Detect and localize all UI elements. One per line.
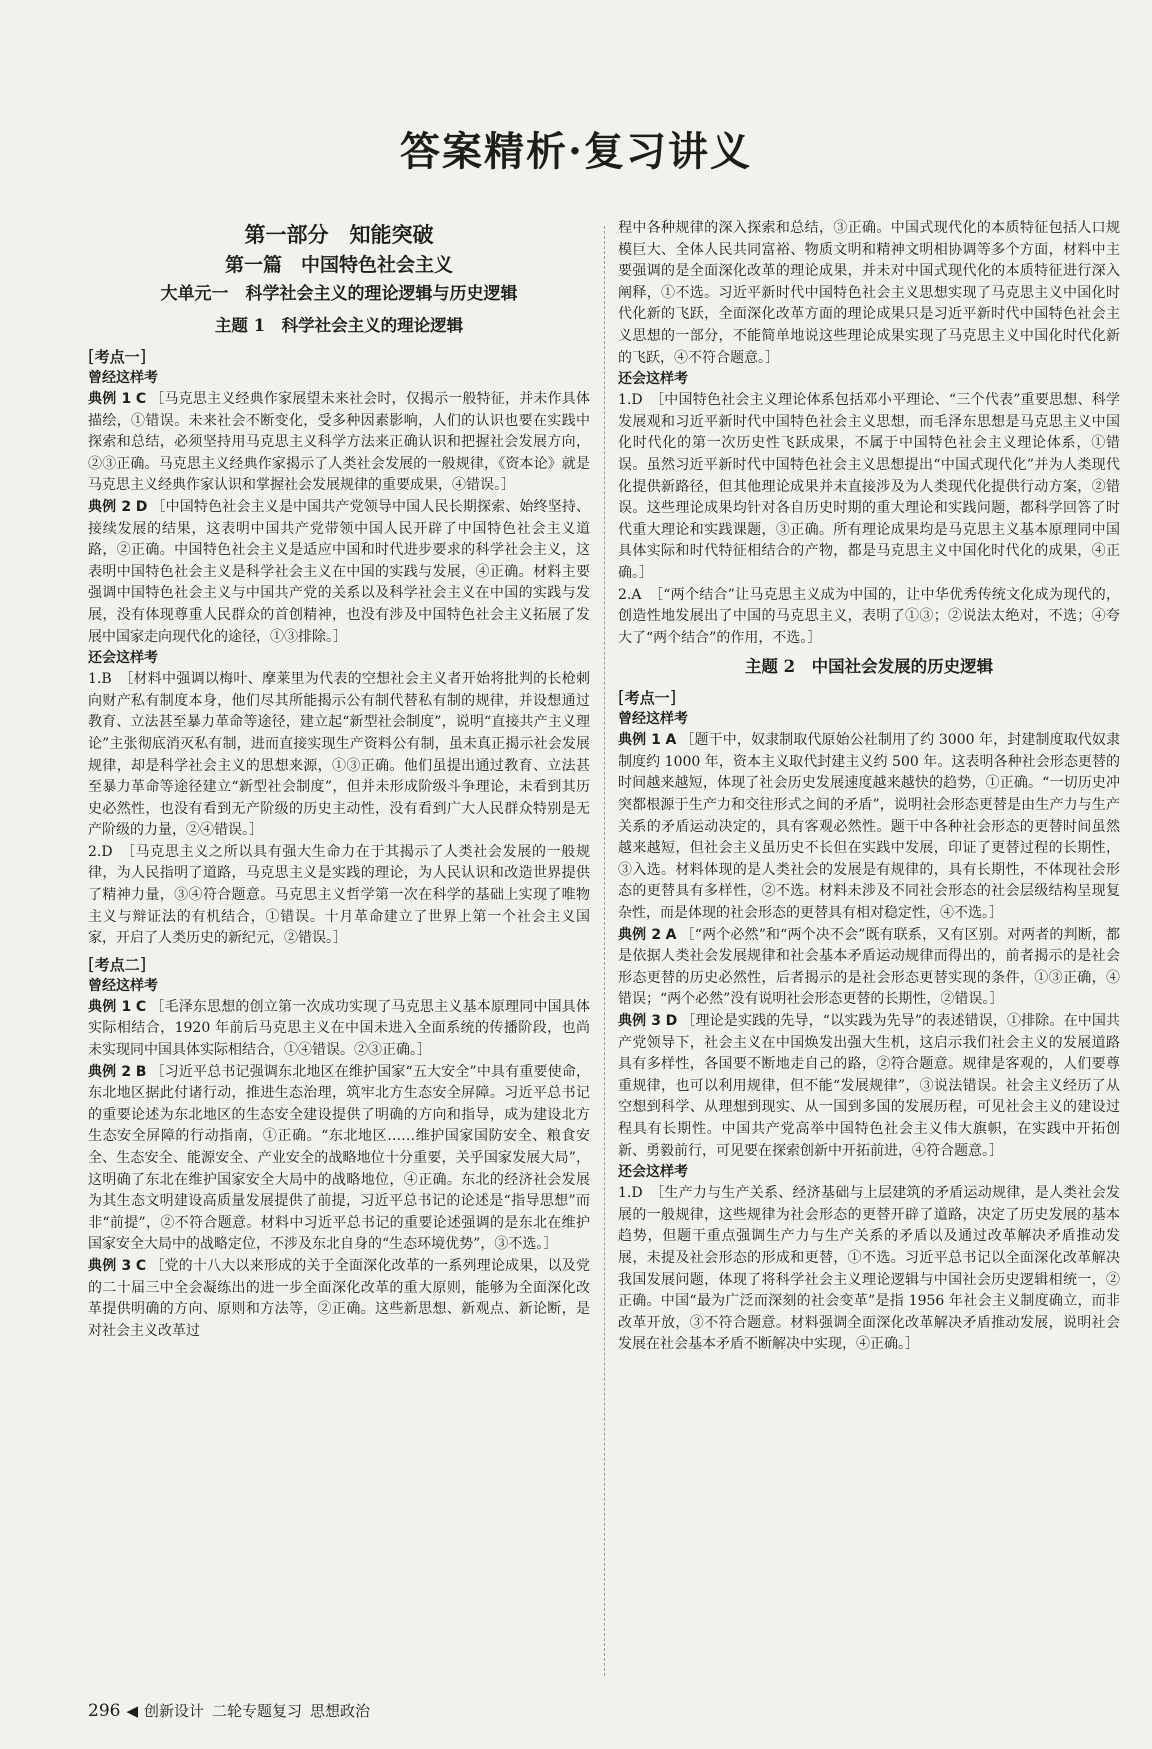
continued-text: 程中各种规律的深入探索和总结，③正确。中国式现代化的本质特征包括人口规模巨大、全体人民共同富裕、物质文明和精神文明相协调等多个方面，材料中主要强调的是全面深化改革的理论成果，并未对中国式现代化的本质特征进行深入阐释，①不选。习近平新时代中国特色社会主义思想实现了马克思主义中国化时代化新的飞跃，全面深化改革方面的理论成果只是习近平新时代中国特色社会主义思想的一部分，不能简单地说这些理论成果实现了马克思主义中国化时代化新的飞跃，④不符合题意。］ [618,220,1120,366]
example-item: 典例 1 C ［马克思主义经典作家展望未来社会时，仅揭示一般特征，并未作具体描绘，①错误。未来社会不断变化，受多种因素影响，人们的认识也要在实践中探索和总结，必须坚持用马克思主义科学方法来正确认识和把握社会发展方向，②③正确。马克思主义经典作家揭示了人类社会发展的一般规律，《资本论》就是马克思主义经典作家认识和掌握社会发展规律的重要成果，④错误。］ [88,391,590,494]
example-item: 典例 3 C ［党的十八大以来形成的关于全面深化改革的一系列理论成果，以及党的二十届三中全会凝练出的进一步全面深化改革的重大原则，能够为全面深化改革提供明确的方向、原则和方法等，②正确。这些新思想、新观点、新论断，是对社会主义改革过 [88,1257,590,1339]
example-item: 典例 2 D ［中国特色社会主义是中国共产党领导中国人民长期探索、始终坚持、接续发展的结果，这表明中国共产党带领中国人民开辟了中国特色社会主义道路，②正确。中国特色社会主义是适应中国和时代进步要求的科学社会主义，这表明中国特色社会主义是科学社会主义在中国的实践与发展，④正确。材料主要强调中国特色社会主义与中国共产党的关系以及科学社会主义在中国的实践与发展，没有体现尊重人民群众的首创精神，也没有涉及中国特色社会主义拓展了发展中国家走向现代化的途径，①③排除。］ [88,498,591,645]
left-column [88,218,590,1342]
question-item: 2.A ［“两个结合”让马克思主义成为中国的，让中华优秀传统文化成为现代的，创造性地发展出了中国的马克思主义，表明了①③；②说法太绝对，不选；④夸大了“两个结合”的作用，不选。］ [618,586,1120,646]
arrow-left-icon: ◀ [126,1702,138,1720]
example-item: 典例 1 A ［题干中，奴隶制取代原始公社制用了约 3000 年，封建制度取代奴隶制度约 1000 年，资本主义取代封建主义约 500 年。这表明各种社会形态更替的时间越来越短，体现了社会历史发展速度越来越快的趋势，①正确。“一切历史冲突都根源于生产力和交往形式之间的矛盾”，说明社会形态更替是由生产力与生产关系的矛盾运动决定的，具有客观必然性。题干中各种社会形态的更替时间虽然越来越短，但社会主义虽历史不长但在实践中发展，印证了更替过程的长期性，③入选。材料体现的是人类社会的发展是有规律的，具有长期性，不体现社会形态的更替具有多样性，②不选。材料未涉及不同社会形态的社会层级结构呈现复杂性，而是体现的社会形态的更替具有相对稳定性，④不选。］ [618,732,1121,922]
unit-heading: 大单元一 科学社会主义的理论逻辑与历史逻辑 [160,284,518,304]
example-item: 典例 1 C ［毛泽东思想的创立第一次成功实现了马克思主义基本原理同中国具体实际相结合，1920 年前后马克思主义在中国未进入全面系统的传播阶段，也尚未实现同中国具体实际相结合，①④错误。②③正确。］ [88,998,590,1059]
book-name: 创新设计 [144,1702,205,1720]
example-item: 典例 3 D ［理论是实践的先导，“以实践为先导”的表述错误，①排除。在中国共产党领导下，社会主义在中国焕发出强大生机，这启示我们社会主义的发展道路具有多样性，各国要不断地走自己的路，②符合题意。规律是客观的，人们要尊重规律，也可以利用规律，但不能“发展规律”，③说法错误。社会主义经历了从空想到科学、从理想到现实、从一国到多国的发展历程，可见社会主义的建设过程具有长期性。中国共产党高举中国特色社会主义伟大旗帜，在实践中开拓创新、勇毅前行，可见要在探索创新中开拓前进，④符合题意。］ [618,1013,1120,1159]
example-item: 典例 2 B ［习近平总书记强调东北地区在维护国家“五大安全”中具有重要使命，东北地区据此付诸行动，推进生态治理，筑牢北方生态安全屏障。习近平总书记的重要论述为东北地区的生态安全建设提供了明确的方向和指导，成为建设北方生态安全屏障的行动指南，①正确。“东北地区……维护国家国防安全、粮食安全、生态安全、能源安全、产业安全的战略地位十分重要，关乎国家发展大局”，这明确了东北在维护国家安全大局中的战略地位，④正确。东北的经济社会发展为其生态文明建设高质量发展提供了前提，习近平总书记的论述是“指导思想”而非“前提”，②不符合题意。材料中习近平总书记的重要论述强调的是东北在维护国家安全大局中的战略定位，不涉及东北自身的“生态环境优势”，③不选。］ [88,1063,590,1253]
question-item: 1.B ［材料中强调以梅叶、摩莱里为代表的空想社会主义者开始将批判的长枪刺向财产私有制度本身，他们尽其所能揭示公有制代替私有制的规律，并设想通过教育、立法甚至暴力革命等途径，建立起“新型社会制度”，说明“直接共产主义理论”主张彻底消灭私有制，进而直接实现生产资料公有制，虽未真正揭示社会发展规律，却是科学社会主义的思想来源，①③正确。他们虽提出通过教育、立法甚至暴力革命等途径建立“新型社会制度”，但并未形成阶级斗争理论，未看到其历史必然性，也没有看到无产阶级的历史主动性，没有看到广大人民群众特别是无产阶级的力量，②④错误。］ [88,671,590,839]
topic-heading: 主题 2 中国社会发展的历史逻辑 [744,657,994,677]
series-name: 二轮专题复习 [212,1702,303,1720]
column-divider [604,226,605,1676]
section-past: 曾经这样考 [88,977,158,994]
pian-heading: 第一篇 中国特色社会主义 [224,254,453,276]
topic-heading: 主题 1 科学社会主义的理论逻辑 [214,316,464,335]
section-now: 还会这样考 [618,1164,688,1181]
example-item: 典例 2 A ［“两个必然”和“两个决不会”既有联系，又有区别。对两者的判断，都是依据人类社会发展规律和社会基本矛盾运动规律而得出的，前者揭示的是社会形态更替的历史必然性，后者揭示的是社会形态更替实现的条件，①③正确，④错误；“两个必然”没有说明社会形态更替的长期性，②错误。］ [618,926,1120,1008]
question-item: 1.D ［生产力与生产关系、经济基础与上层建筑的矛盾运动规律，是人类社会发展的一般规律，这些规律为社会形态的更替开辟了道路，决定了历史发展的基本趋势，但题干重点强调生产力与生产关系的矛盾以及通过改革解决矛盾推动发展，未提及社会形态的形成和更替，①不选。习近平总书记以全面深化改革解决我国发展问题，体现了将科学社会主义理论逻辑与中国社会历史逻辑相统一，②正确。中国“最为广泛而深刻的社会变革”是指 1956 年社会主义制度确立，而非改革开放，③不符合题意。材料强调全面深化改革解决矛盾推动发展，说明社会发展在社会基本矛盾不断解决中实现，④正确。］ [618,1185,1120,1353]
section-now: 还会这样考 [618,371,688,388]
question-item: 1.D ［中国特色社会主义理论体系包括邓小平理论、“三个代表”重要思想、科学发展观和习近平新时代中国特色社会主义思想，而毛泽东思想是马克思主义中国化时代化的第一次历史性飞跃成果，不属于中国特色社会主义理论体系，①错误。虽然习近平新时代中国特色社会主义思想提出“中国式现代化”并为人类现代化提供新路径，但其他理论成果并未直接涉及为人类现代化提供行动方案，②错误。这些理论成果均针对各自历史时期的重大理论和实践问题，都科学回答了时代重大理论和实践课题，③正确。所有理论成果均是马克思主义基本原理同中国具体实际和时代特征相结合的产物，都是马克思主义中国化时代化的成果，④正确。］ [618,392,1120,581]
section-past: 曾经这样考 [88,370,158,386]
kaodian-1-heading: [考点一] [88,347,147,367]
right-column [618,218,1120,1356]
part-heading: 第一部分 知能突破 [244,222,434,247]
page-footer [88,1700,378,1722]
kaodian-1-heading: [考点一] [618,688,677,709]
page-number: 296 [88,1701,121,1721]
question-item: 2.D ［马克思主义之所以具有强大生命力在于其揭示了人类社会发展的一般规律，为人民指明了道路，马克思主义是实践的理论，为人民认识和改造世界提供了精神力量，③④符合题意。马克思主义哲学第一次在科学的基础上实现了唯物主义与辩证法的有机结合，①错误。十月革命建立了世界上第一个社会主义国家，开启了人类历史的新纪元，②错误。］ [88,843,590,947]
page-title: 答案精析·复习讲义 [400,128,752,175]
section-now: 还会这样考 [88,650,158,667]
kaodian-2-heading: [考点二] [88,954,147,975]
subject-name: 思想政治 [310,1702,371,1720]
section-past: 曾经这样考 [618,711,688,728]
